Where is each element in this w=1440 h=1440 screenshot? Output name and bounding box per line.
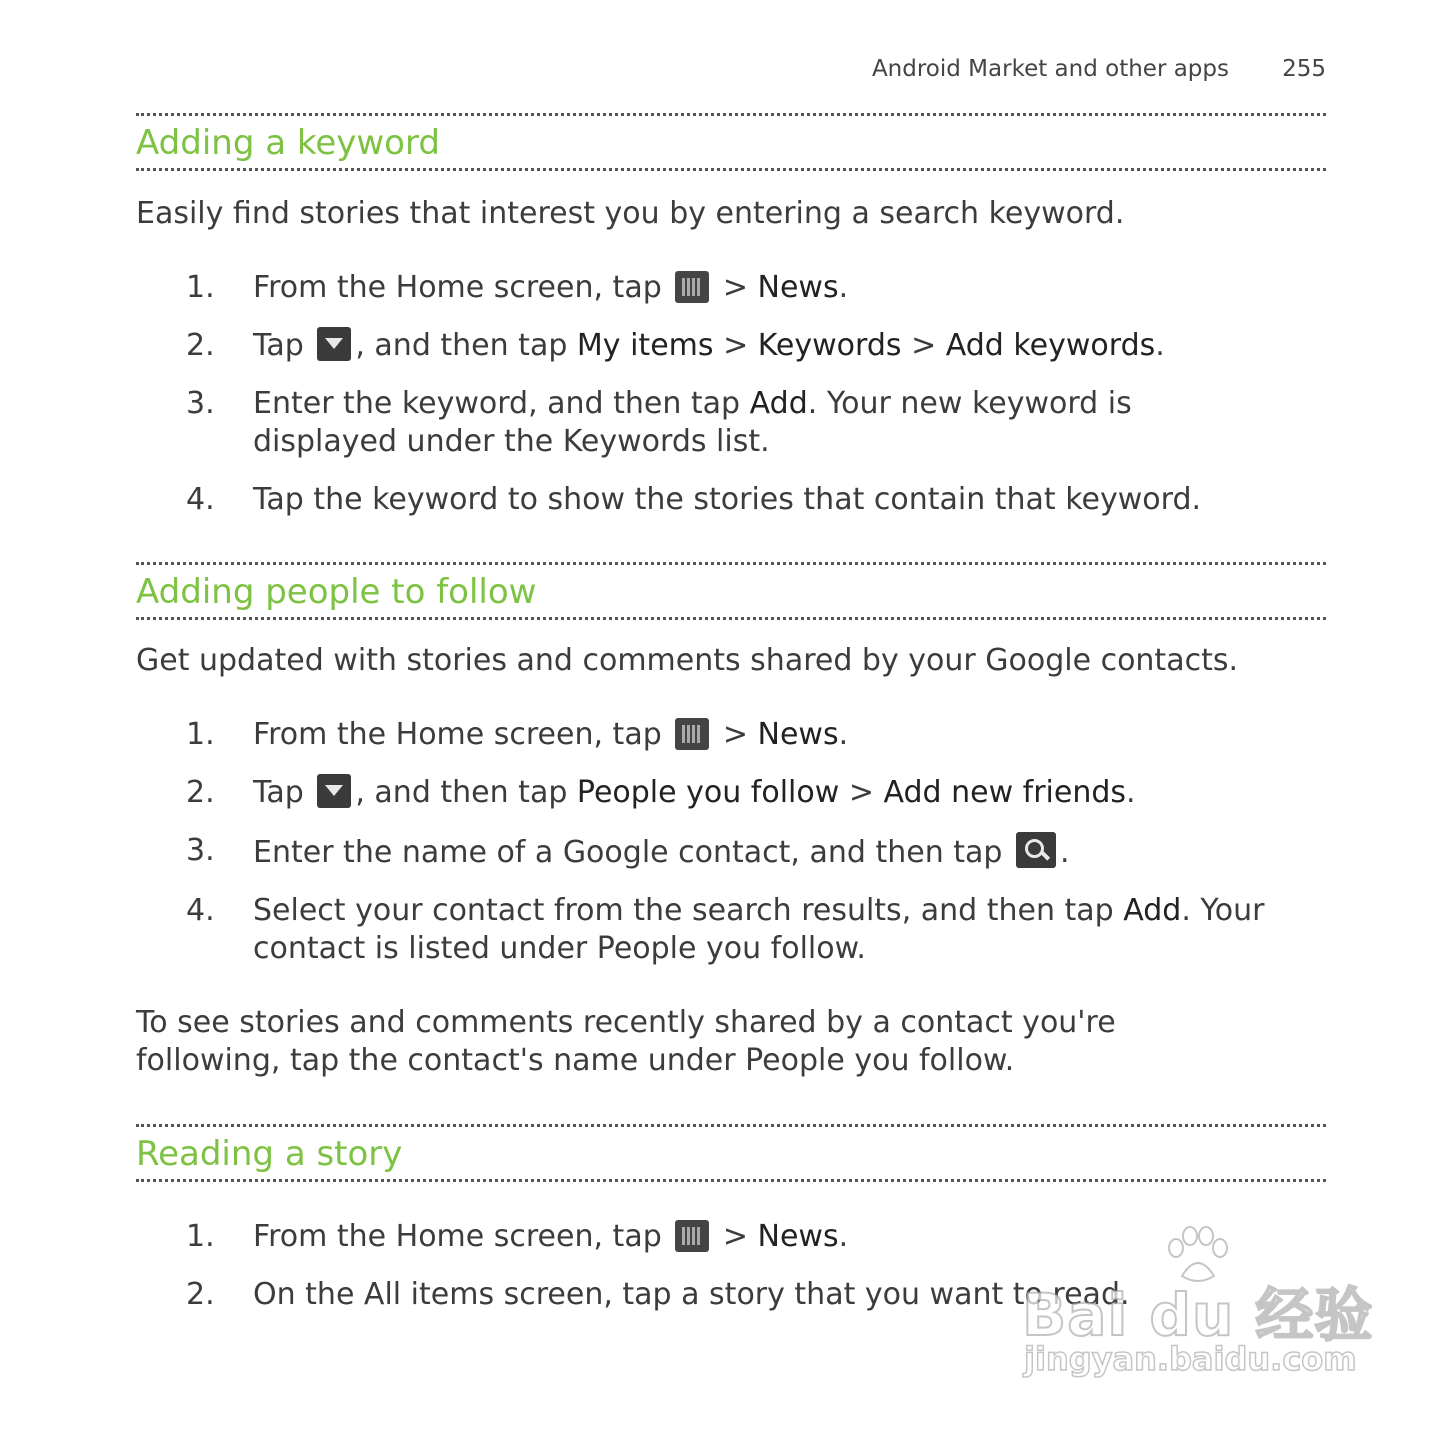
- step-text: .: [838, 1219, 849, 1254]
- steps-list: [136, 1218, 1326, 1314]
- ui-label: News: [757, 270, 839, 305]
- chapter-title: Android Market and other apps: [871, 56, 1229, 82]
- step-text: >: [722, 1219, 748, 1254]
- step-text: From the Home screen, tap: [253, 1219, 662, 1254]
- section-adding-people: [136, 562, 1326, 1080]
- running-header: [136, 56, 1326, 90]
- section-heading: Adding people to follow: [136, 572, 537, 612]
- step-text: , and then tap: [355, 328, 568, 363]
- step-text: Tap: [253, 775, 304, 810]
- heading-rule: [136, 562, 1326, 620]
- step-text: From the Home screen, tap: [253, 270, 662, 305]
- ui-label: Add keywords: [945, 328, 1156, 363]
- list-item: [136, 327, 1326, 365]
- list-item: [136, 1218, 1326, 1256]
- ui-label: My items: [576, 328, 714, 363]
- step-number: 2.: [186, 775, 215, 810]
- section-heading: Adding a keyword: [136, 123, 440, 163]
- step-text: From the Home screen, tap: [253, 717, 662, 752]
- step-text: >: [848, 775, 874, 810]
- step-text: Enter the name of a Google contact, and then tap: [253, 835, 1003, 870]
- step-text: >: [911, 328, 937, 363]
- ui-label: News: [757, 717, 839, 752]
- step-number: 3.: [186, 833, 215, 868]
- step-text: .: [1126, 775, 1136, 810]
- step-text: Tap the keyword to show the stories that contain that keyword.: [253, 482, 1202, 517]
- step-text: . Your new keyword is displayed under the Keywords list.: [253, 386, 1132, 459]
- all-apps-grid-icon: [675, 1220, 709, 1252]
- ui-label: People you follow: [576, 775, 840, 810]
- ui-label: News: [757, 1219, 839, 1254]
- step-text: .: [838, 717, 849, 752]
- step-number: 1.: [186, 1219, 215, 1254]
- watermark-url: jingyan.baidu.com: [1024, 1340, 1357, 1378]
- search-icon: [1016, 832, 1056, 868]
- watermark-logo-text: Bai du 经验: [1022, 1281, 1374, 1349]
- step-number: 3.: [186, 386, 215, 421]
- list-item: [136, 385, 1213, 461]
- step-text: .: [1059, 835, 1070, 870]
- ui-label: Add: [749, 386, 808, 421]
- list-item: [136, 716, 1326, 754]
- section-closing: To see stories and comments recently shared by a contact you're following, tap the contact's name under People you follow.: [136, 1005, 1116, 1078]
- step-number: 1.: [186, 270, 215, 305]
- list-item: [136, 269, 1326, 307]
- chevron-down-icon: [317, 327, 351, 361]
- step-number: 2.: [186, 1277, 215, 1312]
- ui-label: Keywords: [757, 328, 902, 363]
- step-number: 4.: [186, 482, 215, 517]
- step-text: >: [722, 270, 748, 305]
- step-number: 1.: [186, 717, 215, 752]
- step-text: Enter the keyword, and then tap: [253, 386, 741, 421]
- steps-list: [136, 716, 1326, 968]
- ui-label: Add new friends: [883, 775, 1127, 810]
- chevron-down-icon: [317, 774, 351, 808]
- steps-list: [136, 269, 1326, 519]
- step-text: Select your contact from the search results, and then tap: [253, 893, 1114, 928]
- step-number: 4.: [186, 893, 215, 928]
- page-number: 255: [1282, 56, 1326, 82]
- all-apps-grid-icon: [675, 271, 709, 303]
- ui-label: Add: [1123, 893, 1182, 928]
- step-text: .: [1155, 328, 1165, 363]
- heading-rule: [136, 1124, 1326, 1182]
- section-heading: Reading a story: [136, 1134, 403, 1174]
- step-text: >: [723, 328, 749, 363]
- list-item: [136, 892, 1326, 968]
- heading-rule: [136, 113, 1326, 171]
- list-item: [136, 481, 1326, 519]
- section-adding-keyword: [136, 113, 1326, 519]
- list-item: [136, 1276, 1326, 1314]
- section-intro: Get updated with stories and comments shared by your Google contacts.: [136, 643, 1239, 678]
- step-text: >: [722, 717, 748, 752]
- section-intro: Easily find stories that interest you by entering a search keyword.: [136, 196, 1125, 231]
- step-text: , and then tap: [355, 775, 568, 810]
- step-text: On the All items screen, tap a story that you want to read.: [253, 1277, 1130, 1312]
- list-item: [136, 774, 1326, 812]
- section-reading-story: [136, 1124, 1326, 1314]
- step-text: . Your contact is listed under People you follow.: [253, 893, 1265, 966]
- all-apps-grid-icon: [675, 718, 709, 750]
- step-number: 2.: [186, 328, 215, 363]
- step-text: Tap: [253, 328, 304, 363]
- step-text: .: [838, 270, 849, 305]
- list-item: [136, 832, 1326, 872]
